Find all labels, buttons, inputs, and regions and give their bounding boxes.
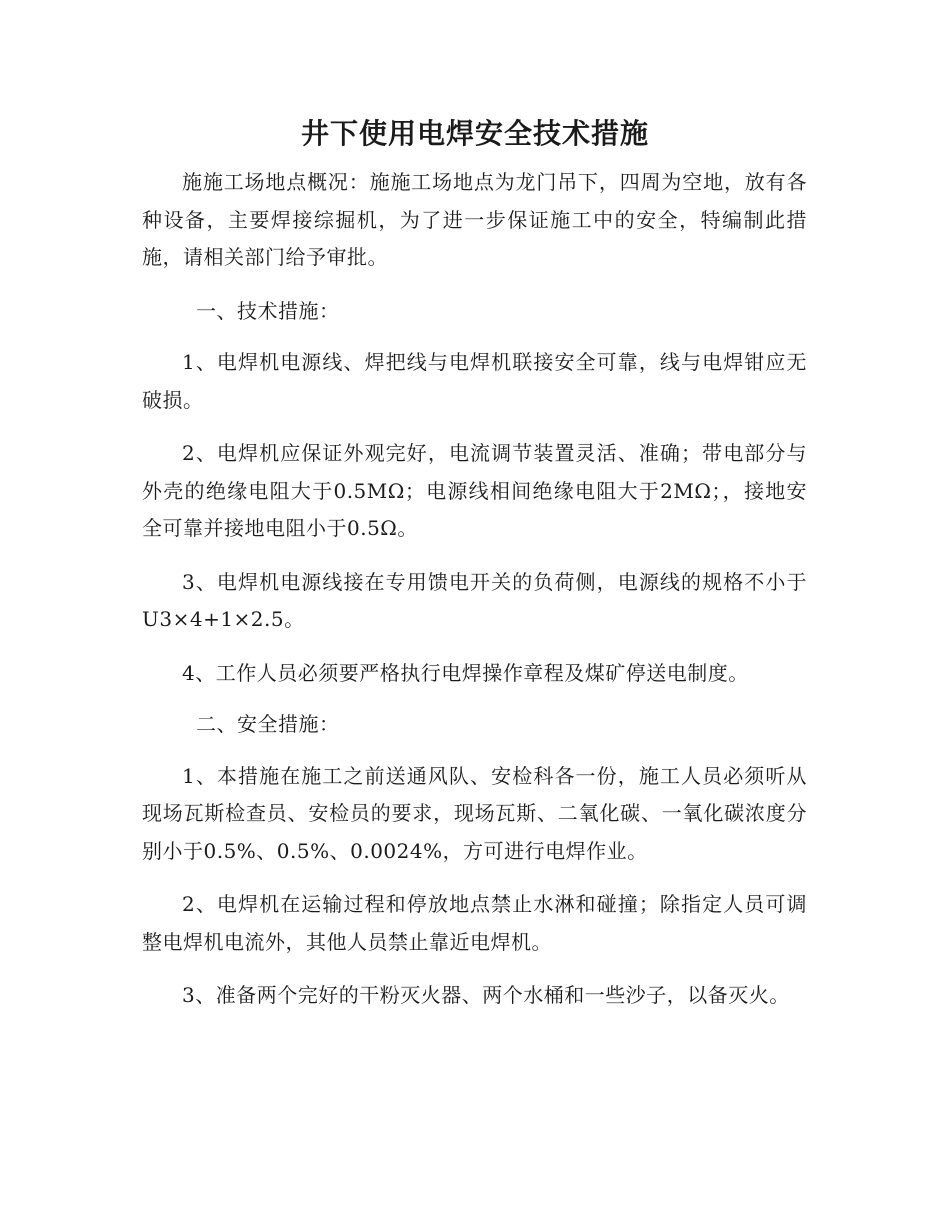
document-body <box>142 164 807 1015</box>
technical-item-2: 2、电焊机应保证外观完好，电流调节装置灵活、准确；带电部分与外壳的绝缘电阻大于0.5MΩ；电源线相间绝缘电阻大于2MΩ；，接地安全可靠并接地电阻小于0.5Ω。 <box>142 441 807 540</box>
section-heading-technical: 一、技术措施： <box>196 298 340 323</box>
technical-item-1: 1、电焊机电源线、焊把线与电焊机联接安全可靠，线与电焊钳应无破损。 <box>142 350 807 412</box>
safety-item-3: 3、准备两个完好的干粉灭火器、两个水桶和一些沙子，以备灭火。 <box>182 983 790 1007</box>
intro-paragraph: 施施工场地点概况：施施工场地点为龙门吊下，四周为空地，放有各种设备，主要焊接综掘机，为了进一步保证施工中的安全，特编制此措施，请相关部门给予审批。 <box>142 170 807 269</box>
safety-item-2: 2、电焊机在运输过程和停放地点禁止水淋和碰撞；除指定人员可调整电焊机电流外，其他人员禁止靠近电焊机。 <box>142 892 807 954</box>
technical-item-4: 4、工作人员必须要严格执行电焊操作章程及煤矿停送电制度。 <box>182 660 749 685</box>
document-title: 井下使用电焊安全技术措施 <box>300 117 649 150</box>
section-heading-safety: 二、安全措施： <box>196 712 340 736</box>
safety-item-1: 1、本措施在施工之前送通风队、安检科各一份，施工人员必须听从现场瓦斯检查员、安检员的要求，现场瓦斯、二氧化碳、一氧化碳浓度分别小于0.5%、0.5%、0.0024%，方可进行电焊作业。 <box>142 763 807 863</box>
technical-item-3: 3、电焊机电源线接在专用馈电开关的负荷侧，电源线的规格不小于U3×4+1×2.5。 <box>142 569 807 631</box>
